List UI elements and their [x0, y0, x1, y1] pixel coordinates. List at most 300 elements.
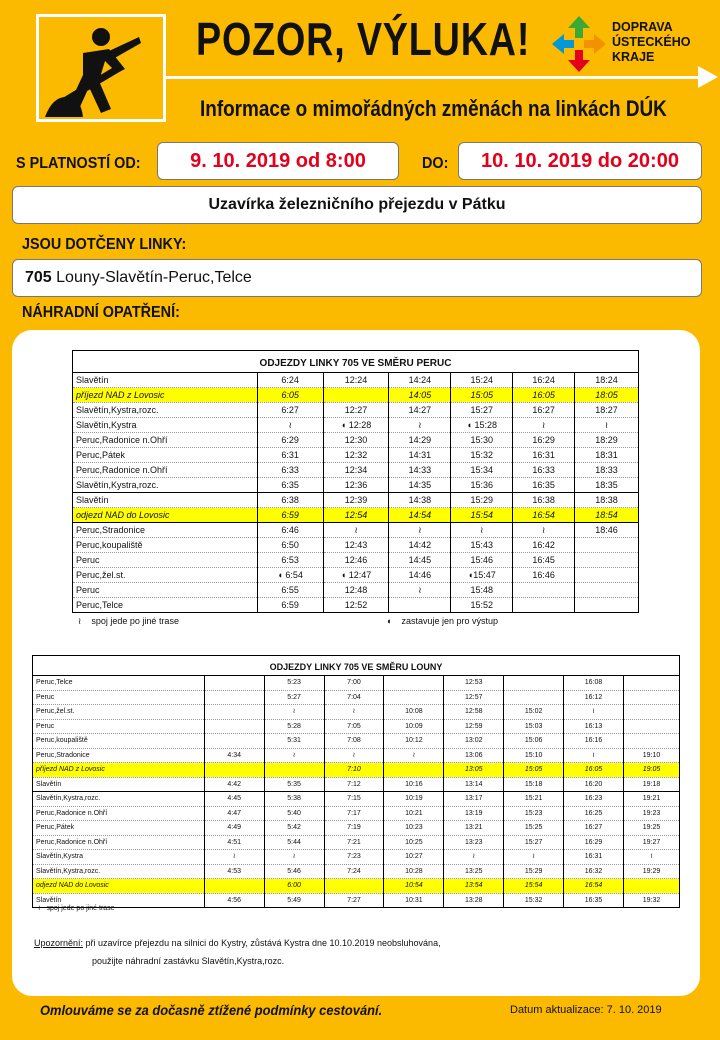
affected-lines-label: JSOU DOTČENY LINKY: [22, 236, 187, 253]
departure-time: 14:33 [389, 463, 451, 478]
departure-time: ≀ [513, 418, 575, 433]
departure-time: ≀ [575, 418, 639, 433]
departure-time [624, 676, 680, 691]
departure-time [204, 879, 264, 894]
departure-time: 15:27 [451, 403, 513, 418]
departure-time: 7:17 [324, 806, 384, 821]
legend-alight-text: zastavuje jen pro výstup [401, 616, 499, 626]
stop-name: odjezd NAD do Lovosic [33, 879, 205, 894]
departure-time: 4:45 [204, 792, 264, 807]
departure-time: ≀ [451, 523, 513, 538]
stop-name: Peruc [73, 583, 258, 598]
departure-time: 16:12 [564, 690, 624, 705]
departure-time: 5:38 [264, 792, 324, 807]
departure-time: 4:34 [204, 748, 264, 763]
departure-time: 19:21 [624, 792, 680, 807]
brand-line: KRAJE [612, 50, 655, 64]
measures-label: NÁHRADNÍ OPATŘENÍ: [22, 304, 180, 321]
departure-time: 12:27 [323, 403, 389, 418]
departure-time: 4:53 [204, 864, 264, 879]
departure-time: 16:27 [513, 403, 575, 418]
table-row [33, 821, 680, 836]
departure-time: 10:08 [384, 705, 444, 720]
departure-time: 18:24 [575, 373, 639, 388]
departure-time: 6:53 [257, 553, 323, 568]
departure-time: 5:31 [264, 734, 324, 749]
affected-line-box [12, 259, 702, 297]
departure-time: ≀ [264, 748, 324, 763]
table-row [73, 493, 639, 508]
table-row [33, 864, 680, 879]
notice-label: Upozornění: [34, 938, 84, 948]
departure-time: ≀ [324, 748, 384, 763]
table-row-highlight [33, 879, 680, 894]
departure-time: 15:03 [504, 719, 564, 734]
departure-time: 13:19 [444, 806, 504, 821]
stop-name: Peruc,žel.st. [33, 705, 205, 720]
departure-time: 19:25 [624, 821, 680, 836]
worker-logo-frame [36, 14, 166, 122]
legend-detour: ≀ spoj jede po jiné trase [78, 616, 179, 626]
departure-time [575, 583, 639, 598]
departure-time [575, 568, 639, 583]
table-row [73, 433, 639, 448]
departure-time: 18:05 [575, 388, 639, 403]
departure-time: 15:25 [504, 821, 564, 836]
departure-time: 16:20 [564, 777, 624, 792]
table-row [73, 583, 639, 598]
departure-time: 14:24 [389, 373, 451, 388]
departure-time: 6:35 [257, 478, 323, 493]
departure-time: 7:00 [324, 676, 384, 691]
departure-time: 12:39 [323, 493, 389, 508]
table-row [73, 553, 639, 568]
table-row [33, 719, 680, 734]
departure-time [323, 388, 389, 403]
departure-time: ≀ [513, 523, 575, 538]
table-row [33, 748, 680, 763]
departure-time: 15:24 [451, 373, 513, 388]
departure-time: 15:02 [504, 705, 564, 720]
departure-time: 15:43 [451, 538, 513, 553]
departure-time: 7:05 [324, 719, 384, 734]
departure-time [575, 538, 639, 553]
departure-time [624, 690, 680, 705]
departure-time: 15:06 [504, 734, 564, 749]
departure-time [204, 734, 264, 749]
table-row [73, 463, 639, 478]
stop-name: Slavětín [33, 777, 205, 792]
legend-detour-2: ≀ spoj jede po jiné trase [38, 905, 115, 912]
valid-to-label: DO: [422, 155, 449, 172]
departure-time: 14:35 [389, 478, 451, 493]
page-title: POZOR, VÝLUKA! [196, 13, 531, 65]
stop-name: Peruc,Pátek [33, 821, 205, 836]
departure-time: 5:35 [264, 777, 324, 792]
stop-name: Slavětín [73, 493, 258, 508]
departure-time: 10:21 [384, 806, 444, 821]
stop-name: příjezd NAD z Lovosic [73, 388, 258, 403]
road-worker-icon [39, 17, 163, 119]
table-row [73, 538, 639, 553]
departure-time [624, 879, 680, 894]
departure-time: 16:31 [564, 850, 624, 865]
departure-time: 19:18 [624, 777, 680, 792]
departure-time: 12:58 [444, 705, 504, 720]
departure-time: 7:04 [324, 690, 384, 705]
apology-message: Omlouváme se za dočasně ztížené podmínky cestování. [40, 1002, 383, 1018]
departure-time: 15:48 [451, 583, 513, 598]
table-row [73, 568, 639, 583]
departure-time: 14:29 [389, 433, 451, 448]
departure-time: 12:36 [323, 478, 389, 493]
departure-time: 10:27 [384, 850, 444, 865]
departure-time: 16:16 [564, 734, 624, 749]
departure-time: ≀ [564, 705, 624, 720]
departure-time: 16:35 [513, 478, 575, 493]
table-row [33, 792, 680, 807]
departure-time: 16:45 [513, 553, 575, 568]
departure-time: ≀ [204, 850, 264, 865]
departure-time: 10:19 [384, 792, 444, 807]
departure-time: 4:49 [204, 821, 264, 836]
departure-time: 15:29 [504, 864, 564, 879]
departure-time: 19:23 [624, 806, 680, 821]
departure-time: 6:27 [257, 403, 323, 418]
departure-time: ◖ 6:54 [257, 568, 323, 583]
departure-time: 16:42 [513, 538, 575, 553]
departure-time: 4:56 [204, 893, 264, 908]
departure-time: 16:54 [513, 508, 575, 523]
departure-time: 7:27 [324, 893, 384, 908]
departure-time: 16:35 [564, 893, 624, 908]
departure-time: 12:24 [323, 373, 389, 388]
departure-time: 18:54 [575, 508, 639, 523]
departure-time: 12:59 [444, 719, 504, 734]
departure-time: 6:55 [257, 583, 323, 598]
departure-time: 7:15 [324, 792, 384, 807]
departure-time [575, 598, 639, 613]
brand-line: ÚSTECKÉHO [612, 35, 691, 49]
departure-time: 19:05 [624, 763, 680, 778]
legend-alight: ◖ zastavuje jen pro výstup [386, 616, 499, 626]
departure-time: 14:42 [389, 538, 451, 553]
departure-time: 12:52 [323, 598, 389, 613]
stop-name: Slavětín,Kystra,rozc. [33, 792, 205, 807]
departure-time [384, 763, 444, 778]
departure-time [384, 690, 444, 705]
departure-time: 6:33 [257, 463, 323, 478]
table-row [33, 690, 680, 705]
departure-time [384, 676, 444, 691]
departure-time: 4:47 [204, 806, 264, 821]
stop-name: Peruc,koupaliště [73, 538, 258, 553]
departure-time: 12:53 [444, 676, 504, 691]
departure-time: ◖ 15:28 [451, 418, 513, 433]
departure-time: ≀ [257, 418, 323, 433]
table-row-highlight [73, 508, 639, 523]
stop-name: Slavětín,Kystra [33, 850, 205, 865]
departure-time: ≀ [504, 850, 564, 865]
duk-brand [550, 14, 710, 74]
departure-time: 16:08 [564, 676, 624, 691]
departure-time: 15:27 [504, 835, 564, 850]
departure-time: 14:31 [389, 448, 451, 463]
departure-time: 6:05 [257, 388, 323, 403]
departure-time: ≀ [389, 418, 451, 433]
departure-time [324, 879, 384, 894]
stop-name: Slavětín,Kystra,rozc. [73, 478, 258, 493]
departure-time [204, 763, 264, 778]
departure-time [204, 719, 264, 734]
timetable-title: ODJEZDY LINKY 705 VE SMĚRU LOUNY [33, 656, 680, 676]
departure-time [264, 763, 324, 778]
departure-time: 16:29 [513, 433, 575, 448]
departure-time: 19:29 [624, 864, 680, 879]
stop-name: odjezd NAD do Lovosic [73, 508, 258, 523]
departure-time: 4:42 [204, 777, 264, 792]
departure-time: 10:12 [384, 734, 444, 749]
departure-time: 10:23 [384, 821, 444, 836]
departure-time: 15:46 [451, 553, 513, 568]
departure-time: 18:31 [575, 448, 639, 463]
departure-time: ≀ [264, 705, 324, 720]
departure-time: 10:28 [384, 864, 444, 879]
departure-time: 16:27 [564, 821, 624, 836]
departure-time: 13:23 [444, 835, 504, 850]
departure-time: 7:10 [324, 763, 384, 778]
departure-time: 13:25 [444, 864, 504, 879]
table-row [73, 418, 639, 433]
table-row [33, 893, 680, 908]
table-row [33, 777, 680, 792]
departure-time: 6:29 [257, 433, 323, 448]
departure-time [204, 676, 264, 691]
table-row-highlight [73, 388, 639, 403]
departure-time: 5:28 [264, 719, 324, 734]
departure-time: 13:21 [444, 821, 504, 836]
departure-time: 6:46 [257, 523, 323, 538]
departure-time: ≀ [624, 850, 680, 865]
departure-time: 4:51 [204, 835, 264, 850]
departure-time [624, 734, 680, 749]
departure-time [204, 690, 264, 705]
departure-time: ≀ [444, 850, 504, 865]
departure-time: 6:31 [257, 448, 323, 463]
stop-name: Peruc,Telce [33, 676, 205, 691]
departure-time: 5:23 [264, 676, 324, 691]
table-row [33, 734, 680, 749]
stop-name: Slavětín,Kystra [73, 418, 258, 433]
page-subtitle: Informace o mimořádných změnách na linkách DÚK [200, 96, 667, 121]
line-route: Louny-Slavětín-Peruc,Telce [56, 269, 252, 286]
stop-name: Slavětín [33, 893, 205, 908]
stop-name: Peruc [33, 719, 205, 734]
departure-time: 19:10 [624, 748, 680, 763]
departure-time: 15:32 [451, 448, 513, 463]
departure-time [575, 553, 639, 568]
departure-time: 12:43 [323, 538, 389, 553]
departure-time: 16:33 [513, 463, 575, 478]
notice-line-1 [34, 938, 441, 948]
departure-time: 15:21 [504, 792, 564, 807]
departure-time: 5:49 [264, 893, 324, 908]
departure-time: 14:05 [389, 388, 451, 403]
departure-time: 12:57 [444, 690, 504, 705]
departure-time: 14:54 [389, 508, 451, 523]
departure-time: 12:54 [323, 508, 389, 523]
valid-from-date: 9. 10. 2019 od 8:00 [157, 142, 399, 180]
stop-name: Slavětín [73, 373, 258, 388]
departure-time: 15:05 [451, 388, 513, 403]
departure-time: 16:38 [513, 493, 575, 508]
departure-time: 5:42 [264, 821, 324, 836]
departure-time: 15:54 [504, 879, 564, 894]
closure-title: Uzavírka železničního přejezdu v Pátku [12, 186, 702, 224]
stop-name: Peruc,Stradonice [33, 748, 205, 763]
stop-name: Peruc,Radonice n.Ohří [73, 433, 258, 448]
departure-time: 7:21 [324, 835, 384, 850]
departure-time: 18:46 [575, 523, 639, 538]
departure-time: 13:02 [444, 734, 504, 749]
departure-time: 15:30 [451, 433, 513, 448]
departure-time [624, 719, 680, 734]
departure-time [624, 705, 680, 720]
stop-name: příjezd NAD z Lovosic [33, 763, 205, 778]
table-row-highlight [33, 763, 680, 778]
departure-time: 15:10 [504, 748, 564, 763]
departure-time: 16:46 [513, 568, 575, 583]
departure-time: ≀ [389, 583, 451, 598]
departure-time: 18:27 [575, 403, 639, 418]
brand-line: DOPRAVA [612, 20, 673, 34]
table-row [33, 676, 680, 691]
departure-time: 7:08 [324, 734, 384, 749]
legend-detour-text: spoj jede po jiné trase [46, 905, 115, 912]
notice-line-2: použijte náhradní zastávku Slavětín,Kystra,rozc. [92, 956, 285, 966]
departure-time: 16:05 [513, 388, 575, 403]
departure-time: ≀ [389, 523, 451, 538]
table-row [73, 598, 639, 613]
valid-from-label: S PLATNOSTÍ OD: [16, 155, 141, 172]
departure-time: 19:32 [624, 893, 680, 908]
departure-time [513, 598, 575, 613]
departure-time: 12:32 [323, 448, 389, 463]
departure-time: 15:34 [451, 463, 513, 478]
departure-time: 10:31 [384, 893, 444, 908]
departure-time: 16:54 [564, 879, 624, 894]
departure-time: 16:23 [564, 792, 624, 807]
departure-time: 6:24 [257, 373, 323, 388]
departure-time: 18:38 [575, 493, 639, 508]
departure-time: 15:23 [504, 806, 564, 821]
stop-name: Slavětín,Kystra,rozc. [73, 403, 258, 418]
table-row [33, 835, 680, 850]
stop-name: Peruc,Pátek [73, 448, 258, 463]
departure-time: 10:25 [384, 835, 444, 850]
departure-time: ≀ [384, 748, 444, 763]
departure-time: 13:06 [444, 748, 504, 763]
departure-time: 5:46 [264, 864, 324, 879]
departure-time: 19:27 [624, 835, 680, 850]
departure-time: 16:25 [564, 806, 624, 821]
departure-time: 15:36 [451, 478, 513, 493]
departure-time: 10:16 [384, 777, 444, 792]
departure-time: ≀ [264, 850, 324, 865]
table-row [73, 448, 639, 463]
timetable-to-peruc [72, 350, 639, 613]
departure-time: 12:34 [323, 463, 389, 478]
departure-time: 5:40 [264, 806, 324, 821]
table-row [33, 705, 680, 720]
departure-time: 7:12 [324, 777, 384, 792]
departure-time: 15:54 [451, 508, 513, 523]
timetable-to-louny [32, 655, 680, 908]
legend-detour-text: spoj jede po jiné trase [91, 616, 179, 626]
departure-time: 15:18 [504, 777, 564, 792]
stop-name: Peruc,žel.st. [73, 568, 258, 583]
departure-time: 18:33 [575, 463, 639, 478]
departure-time: 13:17 [444, 792, 504, 807]
departure-time: 7:24 [324, 864, 384, 879]
departure-time: 10:54 [384, 879, 444, 894]
duk-brand-text [612, 20, 690, 65]
table-row [73, 373, 639, 388]
departure-time: 18:35 [575, 478, 639, 493]
departure-time: 5:27 [264, 690, 324, 705]
departure-time: 15:29 [451, 493, 513, 508]
stop-name: Slavětín,Kystra,rozc. [33, 864, 205, 879]
departure-time: 7:23 [324, 850, 384, 865]
departure-time: 16:31 [513, 448, 575, 463]
departure-time: 10:09 [384, 719, 444, 734]
stop-name: Peruc,Radonice n.Ohří [73, 463, 258, 478]
stop-name: Peruc,Telce [73, 598, 258, 613]
departure-time: 6:50 [257, 538, 323, 553]
update-date: Datum aktualizace: 7. 10. 2019 [510, 1004, 662, 1016]
departure-time: ≀ [564, 748, 624, 763]
stop-name: Peruc [73, 553, 258, 568]
departure-time: 16:29 [564, 835, 624, 850]
table-row [73, 403, 639, 418]
departure-time: ≀ [324, 705, 384, 720]
departure-time: 14:27 [389, 403, 451, 418]
departure-time [513, 583, 575, 598]
departure-time: 6:38 [257, 493, 323, 508]
notice-text-1: při uzavírce přejezdu na silnici do Kystry, zůstává Kystra dne 10.10.2019 neobsluhována, [83, 938, 441, 948]
table-row [73, 523, 639, 538]
departure-time: 13:14 [444, 777, 504, 792]
stop-name: Peruc,Stradonice [73, 523, 258, 538]
stop-name: Peruc,koupaliště [33, 734, 205, 749]
departure-time: 12:30 [323, 433, 389, 448]
departure-time: 15:52 [451, 598, 513, 613]
stop-name: Peruc,Radonice n.Ohří [33, 835, 205, 850]
valid-to-date: 10. 10. 2019 do 20:00 [458, 142, 702, 180]
departure-time [504, 690, 564, 705]
departure-time: 14:38 [389, 493, 451, 508]
table-row [33, 850, 680, 865]
departure-time: ◖ 12:47 [323, 568, 389, 583]
departure-time: 15:32 [504, 893, 564, 908]
departure-time [389, 598, 451, 613]
departure-time: ◖ 12:28 [323, 418, 389, 433]
duk-arrows-logo-icon [550, 14, 608, 74]
departure-time: 14:46 [389, 568, 451, 583]
departure-time: 13:05 [444, 763, 504, 778]
departure-time: 13:28 [444, 893, 504, 908]
departure-time: 18:29 [575, 433, 639, 448]
